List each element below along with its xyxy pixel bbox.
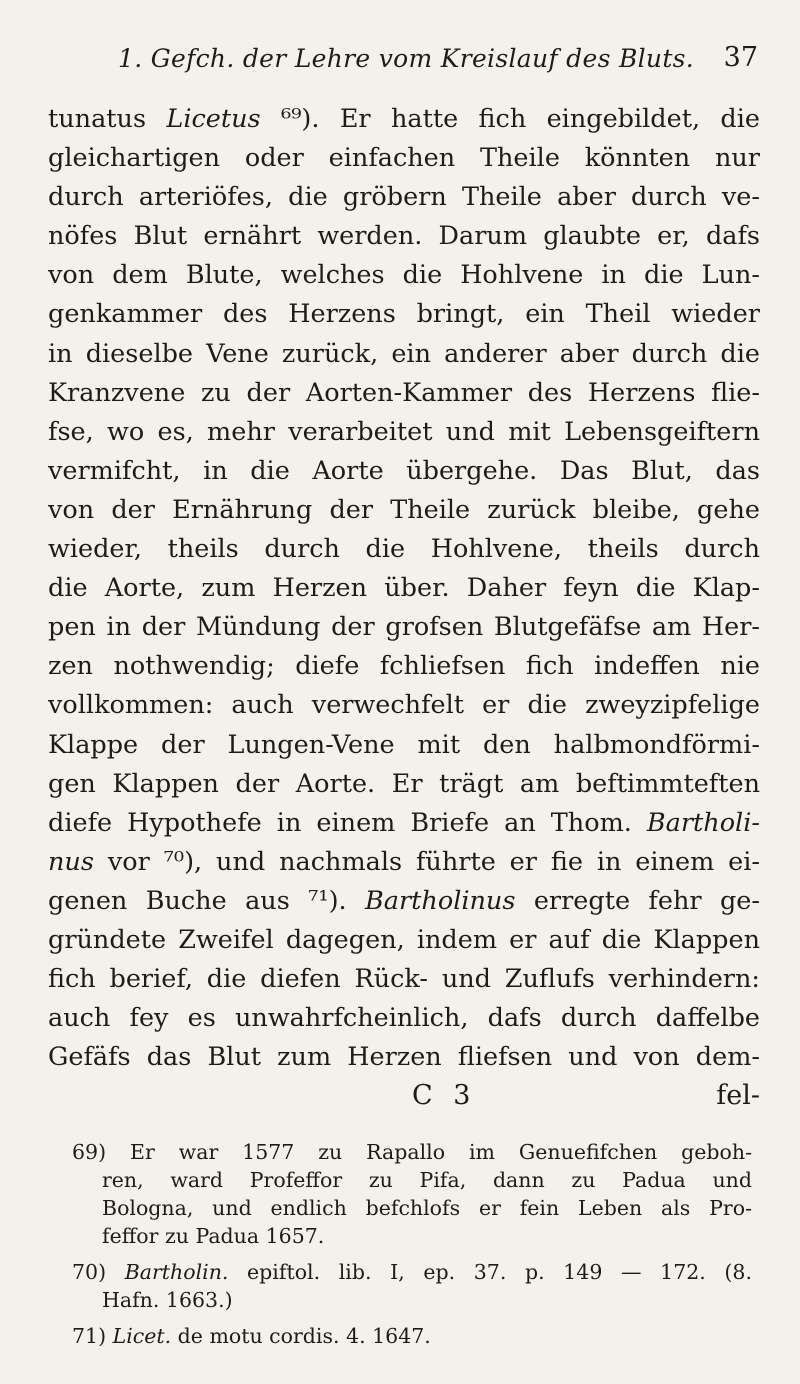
text-segment: gleichartigen oder einfachen Theile könnten nur — [48, 143, 760, 174]
text-line — [48, 100, 760, 139]
text-line — [48, 217, 760, 256]
text-segment: zen nothwendig; diefe fchliefsen fich indeffen nie — [48, 651, 760, 682]
footnote-70 — [72, 1258, 752, 1314]
main-text — [48, 100, 760, 1077]
text-line — [72, 1138, 752, 1166]
text-segment: fich berief, die diefen Rück- und Zuflufs verhindern: — [48, 964, 760, 995]
italic-text: Bartholin. — [124, 1260, 229, 1284]
text-line — [48, 726, 760, 765]
text-segment: Hafn. 1663.) — [102, 1288, 233, 1312]
text-segment: 69) Er war 1577 zu Rapallo im Genuefifchen geboh- — [72, 1140, 752, 1164]
text-segment: vor ⁷⁰), und nachmals führte er fie in einem ei- — [93, 846, 760, 877]
text-segment: Klappe der Lungen-Vene mit den halbmondförmi- — [48, 729, 760, 760]
text-line — [48, 686, 760, 725]
text-line — [48, 804, 760, 843]
text-segment: von dem Blute, welches die Hohlvene in die Lun- — [48, 260, 760, 291]
text-segment: diefe Hypothefe in einem Briefe an Thom. — [48, 807, 647, 838]
signature-mark: C 3 — [412, 1080, 477, 1111]
text-line — [48, 413, 760, 452]
text-segment: ⁶⁹). Er hatte fich eingebildet, die — [260, 104, 760, 134]
text-segment: de motu cordis. 4. 1647. — [171, 1324, 431, 1348]
text-line — [72, 1322, 752, 1350]
running-header — [118, 44, 758, 80]
text-segment: Gefäfs das Blut zum Herzen fliefsen und von dem- — [48, 1042, 760, 1073]
italic-text: Licet. — [112, 1324, 172, 1348]
text-segment: Kranzvene zu der Aorten-Kammer des Herzens flie- — [48, 377, 760, 408]
catchword: fel- — [716, 1080, 760, 1111]
text-segment: in dieselbe Vene zurück, ein anderer aber durch die — [48, 338, 760, 369]
text-line — [48, 530, 760, 569]
page-foot — [48, 1080, 760, 1116]
text-segment: durch arteriöfes, die gröbern Theile aber durch ve- — [48, 182, 760, 213]
text-segment: tunatus — [48, 104, 167, 134]
text-segment: pen in der Mündung der grofsen Blutgefäfse am Her- — [48, 612, 760, 643]
text-segment: erregte fehr ge- — [515, 885, 760, 916]
text-segment: nöfes Blut ernährt werden. Darum glaubte er, dafs — [48, 221, 760, 252]
text-segment: genen Buche aus ⁷¹). — [48, 885, 366, 916]
text-segment: Bologna, und endlich befchlofs er fein Leben als Pro- — [102, 1196, 752, 1220]
text-line — [48, 608, 760, 647]
text-segment: gen Klappen der Aorte. Er trägt am beftimmteften — [48, 768, 760, 799]
text-line — [48, 843, 760, 882]
text-segment: 71) — [72, 1324, 113, 1348]
text-line — [48, 335, 760, 374]
text-line — [48, 569, 760, 608]
text-line — [48, 960, 760, 999]
text-line — [48, 999, 760, 1038]
text-line — [48, 491, 760, 530]
text-segment: die Aorte, zum Herzen über. Daher feyn die Klap- — [48, 573, 760, 604]
footnote-69 — [72, 1138, 752, 1250]
page-number: 37 — [723, 42, 758, 73]
text-line — [72, 1194, 752, 1222]
text-segment: wieder, theils durch die Hohlvene, theils durch — [48, 534, 760, 565]
text-line — [72, 1166, 752, 1194]
text-line — [48, 1038, 760, 1077]
text-line — [48, 882, 760, 921]
text-line — [48, 647, 760, 686]
text-line — [48, 765, 760, 804]
text-segment: auch fey es unwahrfcheinlich, dafs durch daffelbe — [48, 1003, 760, 1034]
italic-text: Bartholinus — [365, 885, 516, 916]
text-line — [48, 295, 760, 334]
footnote-gap — [72, 1250, 752, 1258]
text-segment: fse, wo es, mehr verarbeitet und mit Lebensgeiftern — [48, 416, 760, 447]
footnote-71 — [72, 1322, 752, 1350]
text-line — [48, 178, 760, 217]
italic-text: Bartholi- — [646, 807, 760, 838]
text-segment: 70) — [72, 1260, 125, 1284]
footnotes — [72, 1138, 752, 1350]
text-line — [48, 452, 760, 491]
footnote-gap — [72, 1314, 752, 1322]
running-title: 1. Gefch. der Lehre vom Kreislauf des Bluts. — [118, 44, 695, 73]
text-segment: feffor zu Padua 1657. — [102, 1224, 325, 1248]
italic-text: Licetus — [166, 104, 261, 134]
text-line — [48, 921, 760, 960]
text-segment: gründete Zweifel dagegen, indem er auf die Klappen — [48, 924, 760, 955]
text-segment: epiftol. lib. I, ep. 37. p. 149 — 172. (8. — [228, 1260, 752, 1284]
text-segment: vermifcht, in die Aorte übergehe. Das Blut, das — [48, 455, 760, 486]
text-line — [72, 1258, 752, 1286]
text-segment: genkammer des Herzens bringt, ein Theil wieder — [48, 299, 760, 330]
text-line — [48, 374, 760, 413]
text-segment: von der Ernährung der Theile zurück bleibe, gehe — [48, 494, 760, 525]
text-line — [48, 139, 760, 178]
text-line — [72, 1286, 752, 1314]
italic-text: nus — [48, 846, 94, 877]
text-segment: ren, ward Profeffor zu Pifa, dann zu Padua und — [102, 1168, 752, 1192]
text-line — [48, 256, 760, 295]
text-segment: vollkommen: auch verwechfelt er die zweyzipfelige — [48, 690, 760, 721]
text-line — [72, 1222, 752, 1250]
